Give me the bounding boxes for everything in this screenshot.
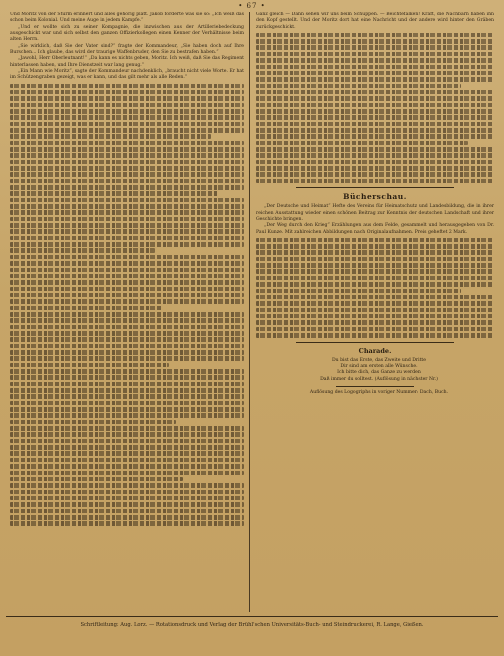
text-line	[10, 432, 244, 437]
text-line	[256, 71, 494, 76]
text-line	[10, 356, 244, 361]
text-line	[256, 269, 494, 274]
text-line	[256, 141, 468, 146]
text-line	[10, 483, 244, 488]
text-line	[256, 314, 494, 319]
text-line	[10, 350, 244, 355]
story-text-block	[10, 84, 244, 526]
text-line	[10, 210, 244, 215]
text-line	[10, 401, 244, 406]
text-line	[256, 153, 494, 158]
text-line	[10, 128, 244, 133]
story-paragraph: „Sie wirklich, daß Sie der Vater sind?“ fragte der Kommandeur, „Sie haben doch auf Ihre Burschen... Ich glaube, das wird der traurige Waffenbruder, den Sie zu bestrafen haben.“	[10, 43, 244, 56]
text-line	[10, 172, 244, 177]
text-line	[256, 77, 494, 82]
story-paragraph: „Jawohl, Herr Oberleutnant!“ „Da kann es nichts geben, Moritz. Ich weiß, daß Sie das Regiment hinterlassen haben, und Ihre Dienstzeit war lang genug.“	[10, 56, 244, 68]
charade-line: Dir sind am ersten alle Wünsche.	[340, 363, 418, 369]
text-line	[10, 363, 169, 368]
text-line	[256, 160, 494, 165]
text-line	[256, 115, 494, 120]
text-line	[256, 58, 494, 63]
text-line	[10, 198, 244, 203]
right-column	[256, 12, 494, 612]
page-number: • 67 •	[238, 2, 266, 10]
text-line	[10, 293, 244, 298]
story-continuation: Ganz gleich — Dann sehen wir uns beim Schuppen. — Beichtefalken! Kraft, die Nachbarn haben ihn den Kopf gestellt. Und der Moritz dort hat eine Nachricht und der andere wird hinter den Gräben zurückgeschickt.	[256, 12, 494, 30]
text-line	[256, 257, 494, 262]
text-line	[10, 451, 244, 456]
review-paragraph: „Der Deutsche und Heimat” Hefte des Vereins für Heimatschutz und Landesbildung, die in ihrer reichen Ausstattung wieder einen schönen Beitrag zur Kenntnis der deutschen Landschaft und ihrer Geschichte bringen.	[256, 204, 494, 222]
text-line	[256, 128, 494, 133]
text-line	[256, 52, 494, 57]
text-line	[10, 96, 244, 101]
text-line	[10, 509, 244, 514]
text-line	[10, 90, 244, 95]
text-line	[10, 388, 244, 393]
text-line	[10, 337, 244, 342]
story-paragraph: „Und er wollte sich zu seiner Kompagnie, die inzwischen aus der Artilleriebedeckung ausgeschickt war und sich selbst den ganzen Offizierkollegen einen Kenner der Verhältnisse beim alten Herrn.	[10, 24, 244, 43]
text-line	[10, 204, 244, 209]
text-line	[256, 320, 494, 325]
text-line	[10, 109, 244, 114]
text-line	[256, 65, 494, 70]
text-line	[256, 244, 494, 249]
text-line	[10, 248, 155, 253]
text-line	[10, 407, 244, 412]
text-line	[10, 255, 244, 260]
story-paragraph: Und Moritz von der Sturm erinnert und alles gehörig platt. Jakob forderte was sie so: „Ich weiß das schon beim Kolonial. Und meine Auge in jedem Kampfe.“	[10, 12, 244, 24]
text-line	[256, 263, 494, 268]
left-column	[10, 12, 244, 612]
text-line	[256, 147, 494, 152]
text-line	[256, 33, 494, 38]
text-line	[10, 153, 244, 158]
text-line	[10, 458, 244, 463]
text-line	[256, 295, 494, 300]
charade-line: Daß immer du solltest. (Auflösung in nächster Nr.)	[320, 376, 438, 382]
text-line	[256, 84, 461, 89]
text-line	[10, 445, 244, 450]
text-line	[256, 327, 494, 332]
story-text-block	[256, 33, 494, 184]
text-line	[10, 382, 244, 387]
text-line	[10, 464, 244, 469]
text-line	[256, 179, 494, 184]
text-line	[10, 502, 244, 507]
text-line	[256, 308, 494, 313]
section-heading-book-review: Bücherschau.	[343, 192, 407, 202]
text-line	[10, 299, 244, 304]
text-line	[10, 521, 244, 526]
text-line	[10, 325, 244, 330]
text-line	[256, 276, 494, 281]
text-line	[10, 103, 244, 108]
text-line	[10, 242, 244, 247]
review-text-block	[256, 238, 494, 338]
text-line	[256, 122, 494, 127]
text-line	[256, 103, 494, 108]
text-line	[10, 420, 176, 425]
text-line	[256, 134, 494, 139]
text-line	[10, 413, 244, 418]
text-line	[10, 280, 244, 285]
text-line	[256, 250, 494, 255]
text-line	[10, 318, 244, 323]
section-rule	[336, 386, 414, 387]
text-line	[10, 471, 244, 476]
text-line	[10, 147, 244, 152]
text-line	[10, 394, 244, 399]
text-line	[10, 496, 244, 501]
text-line	[10, 375, 244, 380]
text-line	[256, 109, 494, 114]
text-line	[10, 369, 244, 374]
text-line	[10, 261, 244, 266]
review-paragraph: „Der Weg durch den Krieg” Erzählungen aus dem Felde, gesammelt und herausgegeben von Dr. Paul Kunze. Mit zahlreichen Abbildungen nach Originalaufnahmen. Preis geheftet 2 Mark.	[256, 223, 494, 235]
text-line	[256, 333, 494, 338]
text-line	[10, 84, 244, 89]
text-line	[10, 217, 244, 222]
column-divider	[249, 12, 250, 612]
section-rule	[296, 187, 454, 188]
text-line	[10, 306, 162, 311]
text-line	[10, 312, 244, 317]
text-line	[10, 439, 244, 444]
text-line	[256, 166, 494, 171]
text-line	[10, 223, 244, 228]
riddle-solution: Auflösung des Logogriphs in voriger Nummer: Dach, Buch.	[309, 390, 449, 396]
text-line	[10, 229, 244, 234]
text-line	[10, 179, 244, 184]
text-line	[10, 166, 244, 171]
text-line	[10, 141, 244, 146]
text-line	[10, 134, 211, 139]
text-line	[10, 268, 244, 273]
text-line	[10, 477, 183, 482]
text-line	[10, 515, 244, 520]
text-line	[256, 96, 494, 101]
text-line	[256, 90, 494, 95]
text-line	[256, 289, 461, 294]
story-paragraph: „Ein Mann wie Moritz“, sagte der Kommandeur nachdenklich, „braucht nicht viele Worte. Er hat im Schützengraben gezeigt, was er kann, und das gilt mehr als alle Reden.“	[10, 69, 244, 81]
text-line	[256, 172, 494, 177]
imprint-footer: Schriftleitung: Aug. Lorz. — Rotationsdruck und Verlag der Brühl'schen Universitäts-Buch- und Steindruckerei, R. Lange, Gießen.	[6, 616, 498, 633]
text-line	[10, 287, 244, 292]
text-line	[10, 160, 244, 165]
text-line	[256, 282, 494, 287]
text-line	[256, 45, 494, 50]
text-line	[10, 426, 244, 431]
text-line	[10, 490, 244, 495]
text-line	[256, 39, 494, 44]
text-line	[10, 115, 244, 120]
text-line	[10, 274, 244, 279]
text-line	[10, 236, 244, 241]
text-line	[10, 191, 218, 196]
text-line	[256, 301, 494, 306]
section-rule	[296, 342, 454, 343]
text-line	[10, 331, 244, 336]
text-line	[256, 238, 494, 243]
charade-line: Du bist das Erste, das Zweite und Dritte	[332, 357, 426, 363]
text-line	[10, 185, 244, 190]
text-line	[10, 122, 244, 127]
text-line	[10, 344, 244, 349]
charade-line: Ich bitte dich, das Ganze zu werden	[337, 370, 421, 376]
section-heading-charade: Charade.	[358, 346, 392, 355]
